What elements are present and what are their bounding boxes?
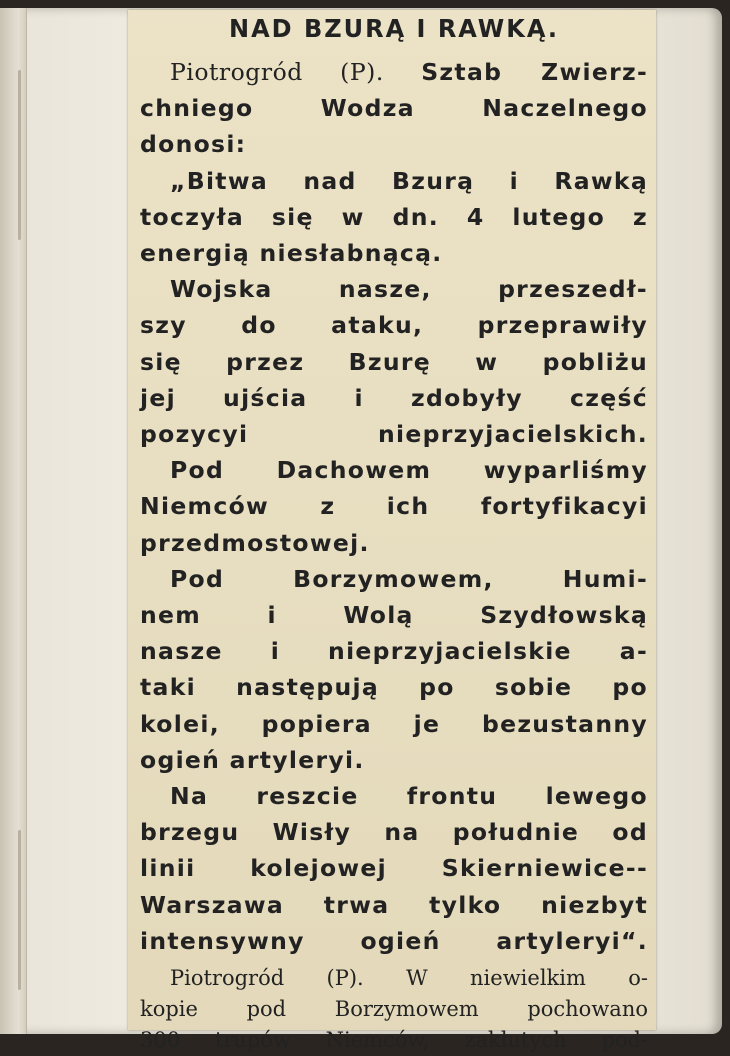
binding-stitch <box>18 70 21 240</box>
clipping-text <box>140 10 648 1056</box>
text-line: Warszawa trwa tylko niezbyt <box>140 890 648 919</box>
serif-report <box>140 963 648 1056</box>
bold-report <box>140 54 648 959</box>
text-line: brzegu Wisły na południe od <box>140 818 648 847</box>
text-line: taki następują po sobie po <box>140 673 648 702</box>
text-line: 300 trupów Niemców, zakłutych pod- <box>140 1028 648 1053</box>
notebook-spine <box>0 8 27 1034</box>
text-line: ogień artyleryi. <box>140 745 365 774</box>
text-line: pozycyi nieprzyjacielskich. <box>140 420 648 449</box>
line-text: Sztab Zwierz- <box>421 58 648 86</box>
text-line: kopie pod Borzymowem pochowano <box>140 997 648 1022</box>
text-line: „Bitwa nad Bzurą i Rawką <box>170 166 648 195</box>
dateline: Piotrogród (P). <box>170 58 422 86</box>
text-line: Niemców z ich fortyfikacyi <box>140 492 648 521</box>
text-line: energią niesłabnącą. <box>140 239 443 268</box>
text-line: nem i Wolą Szydłowską <box>140 601 648 630</box>
text-line: linii kolejowej Skierniewice-- <box>140 854 648 883</box>
text-line: Wojska nasze, przeszedł- <box>170 275 648 304</box>
text-line: Na reszcie frontu lewego <box>170 782 648 811</box>
text-line: donosi: <box>140 130 247 159</box>
text-line: toczyła się w dn. 4 lutego z <box>140 202 648 231</box>
text-line: Pod Borzymowem, Humi- <box>170 564 648 593</box>
newspaper-clipping <box>128 10 656 1053</box>
article-heading: NAD BZURĄ I RAWKĄ. <box>229 14 559 44</box>
text-line: się przez Bzurę w pobliżu <box>140 347 648 376</box>
text-line: kolei, popiera je bezustanny <box>140 709 648 738</box>
text-line: jej ujścia i zdobyły część <box>140 383 648 412</box>
text-line: Pod Dachowem wyparliśmy <box>170 456 648 485</box>
text-line: przedmostowej. <box>140 528 370 557</box>
binding-stitch <box>18 830 21 990</box>
paragraph-lines <box>140 54 648 959</box>
text-line <box>140 54 648 90</box>
text-line: nasze i nieprzyjacielskie a- <box>140 637 648 666</box>
paragraph-lines <box>140 963 648 1056</box>
text-line: szy do ataku, przeprawiły <box>140 311 648 340</box>
text-line: chniego Wodza Naczelnego <box>140 94 648 123</box>
text-line: intensywny ogień artyleryi“. <box>140 926 648 955</box>
text-line: Piotrogród (P). W niewielkim o- <box>170 966 648 991</box>
